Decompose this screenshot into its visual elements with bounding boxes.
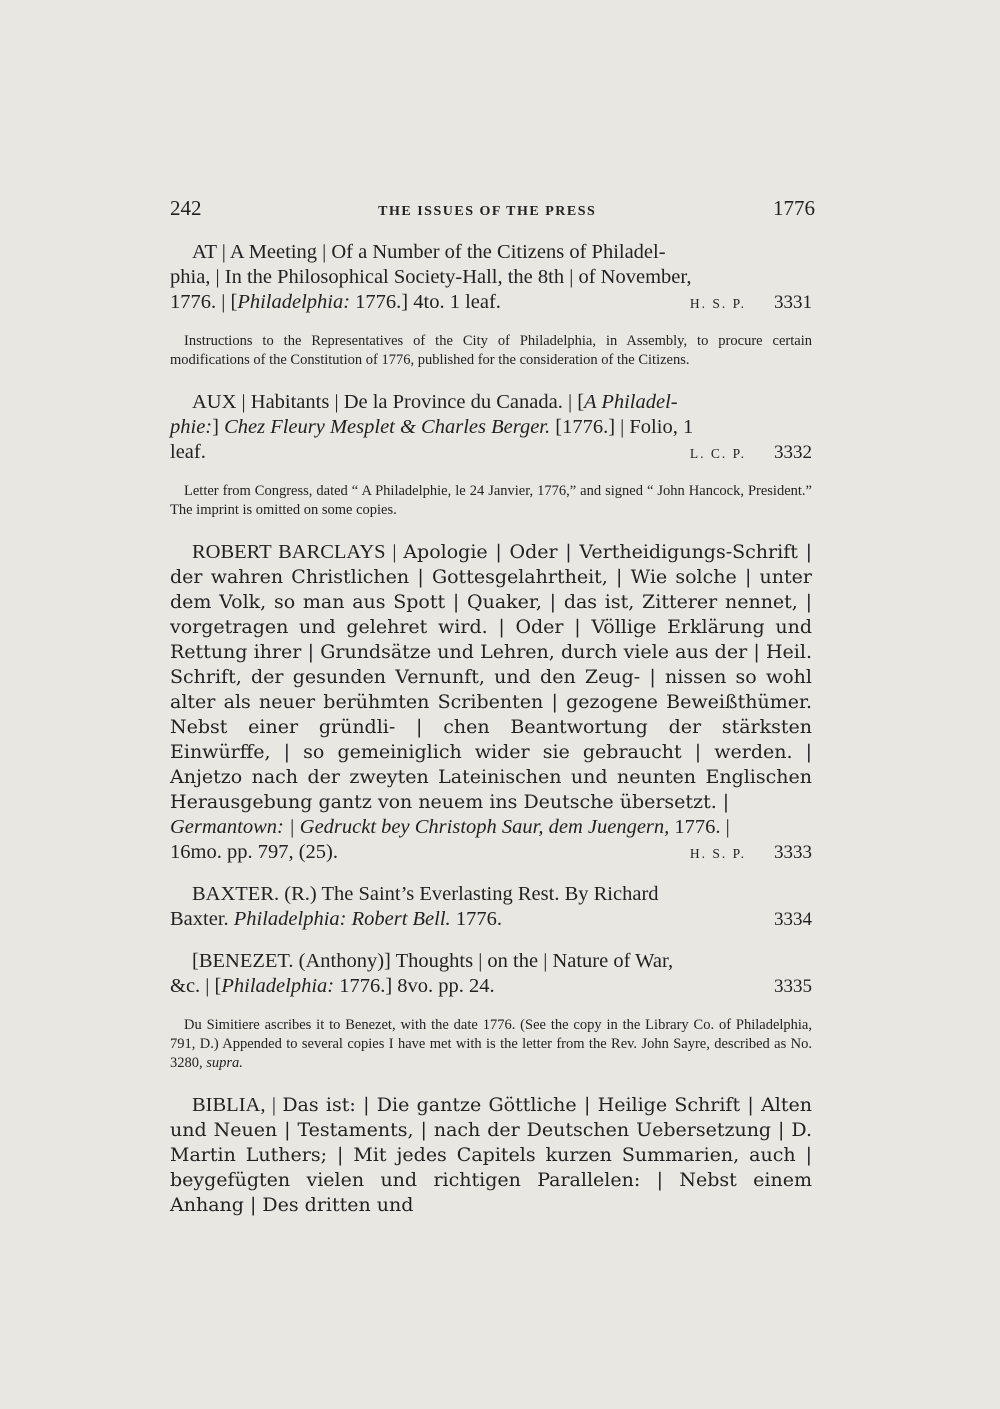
entry-note (170, 1016, 812, 1073)
entry-author: BIBLIA, | (192, 1094, 283, 1116)
entry-text: ] (212, 416, 225, 438)
entry-biblia (170, 1093, 812, 1218)
entry-line (170, 290, 812, 315)
note-text: Du Simitiere ascribes it to Benezet, with the date 1776. (See the copy in the Library Co. of Philadelphia, 791, D.) Appended to several copies I have met with is the letter from the Rev. John Sayre, described as No. 3280, (170, 1017, 812, 1071)
entry-3335 (170, 949, 812, 999)
entry-3331 (170, 240, 812, 315)
entry-text: 1776.] 8vo. pp. 24. (334, 975, 495, 997)
entry-title-german: Apologie | Oder | Vertheidigungs-Schrift | der wahren Christlichen | Gottesgelahrtheit, | Wie solche | unter dem Volk, so man aus Spott | Quaker, | das ist, Zitterer nennet, | vorgetragen und gelehret wird. | Oder | Völlige Erklärung und Rettung ihrer | Grundsätze und Lehren, durch viele aus der | Heil. Schrift, der gesunden Vernunft, und den Zeug- | nissen so wohl alter als neuer berühmten Scribenten | gezogene Beweißthümer. Nebst einer gründli- | chen Beantwortung der stärksten Einwürffe, | so gemeiniglich wider sie gebraucht | werden. | Anjetzo nach der zweyten Lateinischen und neunten Englischen Herausgebung gantz von neuem ins Deutsche übersetzt. | (170, 541, 812, 813)
entry-note: Letter from Congress, dated “ A Philadelphie, le 24 Janvier, 1776,” and signed “ John Hancock, President.” The imprint is omitted on some copies. (170, 483, 812, 518)
imprint: Philadelphia: Robert Bell. (233, 908, 451, 930)
entry-text: [1776.] | Folio, 1 (550, 416, 694, 438)
entry-line (170, 390, 812, 415)
entry-title-german: Das ist: | Die gantze Göttliche | Heilige Schrift | Alten und Neuen | Testaments, | nach der Deutschen Uebersetzung | D. Martin Luthers; | Mit jedes Capitels kurzen Summarien, auch | beygefügten vielen und richtigen Parallelen: | Nebst einem Anhang | Des dritten und (170, 1094, 812, 1216)
entry-number: 3334 (774, 909, 812, 930)
entry-author: ROBERT BARCLAYS | (192, 541, 404, 563)
entry-text: 1776. | (669, 816, 730, 838)
library-location: L. C. P. (689, 446, 746, 461)
note-text-italic: supra. (206, 1055, 243, 1071)
entry-line (170, 415, 812, 440)
running-title: THE ISSUES OF THE PRESS (378, 204, 597, 219)
imprint-place: A Philadel- (584, 391, 678, 413)
entry-line: [BENEZET. (Anthony)] Thoughts | on the | Nature of War, (192, 950, 674, 972)
entry-text: AUX | Habitants | De la Province du Canada. | [ (192, 391, 585, 413)
imprint: Germantown: | Gedruckt bey Christoph Saur, dem Juengern, (170, 816, 670, 838)
entry-text: 16mo. pp. 797, (25). (170, 841, 338, 863)
imprint-place: Philadelphia: (221, 975, 335, 997)
entry-text: 1776. (450, 908, 502, 930)
entry-line (170, 815, 812, 840)
page-number: 242 (170, 196, 202, 220)
entry-text: &c. | [ (170, 975, 222, 997)
entry-text: 1776. | [ (170, 291, 238, 313)
entry-number: 3331 (774, 292, 812, 313)
imprint-place: phie: (170, 416, 213, 438)
entry-3334 (170, 882, 812, 932)
header-year: 1776 (772, 196, 815, 220)
entry-3333 (170, 540, 812, 865)
library-location: H. S. P. (689, 846, 746, 861)
entry-text: Baxter. (170, 908, 234, 930)
bibliography-entries (170, 240, 812, 1235)
entry-line (170, 440, 812, 465)
entry-number: 3335 (774, 976, 812, 997)
entry-number: 3333 (774, 842, 812, 863)
entry-note: Instructions to the Representatives of the City of Philadelphia, in Assembly, to procure certain modifications of the Constitution of 1776, published for the consideration of the Citizens. (170, 333, 812, 368)
entry-line: BAXTER. (R.) The Saint’s Everlasting Rest. By Richard (192, 883, 659, 905)
entry-number: 3332 (774, 442, 812, 463)
imprint-place: Philadelphia: (237, 291, 351, 313)
entry-text: 1776.] 4to. 1 leaf. (350, 291, 501, 313)
library-location: H. S. P. (689, 296, 746, 311)
entry-text: leaf. (170, 441, 206, 463)
entry-line (170, 974, 812, 999)
imprint-printer: Chez Fleury Mesplet & Charles Berger. (224, 416, 551, 438)
entry-line: phia, | In the Philosophical Society-Hall, the 8th | of November, (170, 266, 692, 288)
entry-line (170, 840, 812, 865)
page-header (170, 196, 815, 221)
entry-line (170, 907, 812, 932)
entry-line: AT | A Meeting | Of a Number of the Citizens of Philadel- (192, 241, 666, 263)
entry-3332 (170, 390, 812, 465)
